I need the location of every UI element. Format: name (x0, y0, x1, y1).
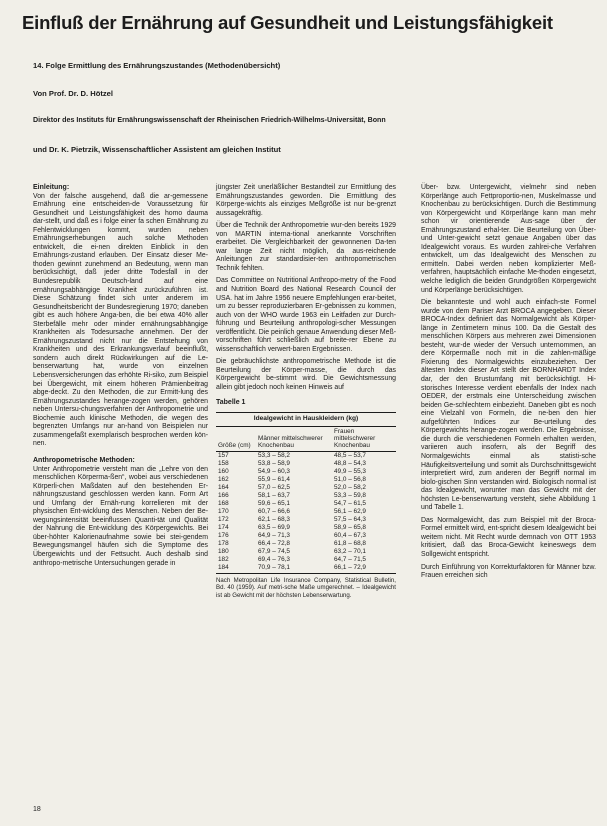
cell-men: 70,9 – 78,1 (256, 564, 332, 574)
cell-size: 158 (218, 460, 229, 468)
cell-women: 58,9 – 65,8 (334, 524, 366, 532)
cell-women: 48,8 – 54,3 (334, 460, 366, 468)
cell-size: 164 (218, 484, 229, 492)
cell-men: 58,1 – 63,7 (258, 492, 290, 500)
data-table (216, 427, 396, 575)
table-row (216, 476, 396, 484)
cell-size: 178 (218, 540, 229, 548)
table-footnote: Nach Metropolitan Life Insurance Company, Statistical Bulletin, Bd. 40 (1959). Auf metri-sche Maße umgerechnet. – Idealgewicht ist ab Gewicht mit der höchsten Lebenserwartung. (216, 577, 396, 599)
paragraph: Von der falsche ausgehend, daß die ar-gemessene Ernährung eine entscheiden-de Voraussetzung für Gesundheit und Leistungsfähigkeit des homo dauma dar-stellt, und daß es i folge einer fa schen Ernährung zu Fehlentwicklungen kommt, wurden neben Ernährungserhebungen auch solche Methoden entwickelt, die ei-nen direkten Einblick in den Ernährungs-zustand erlauben. Der Einsatz dieser Me-thoden gewinnt zunehmend an Bedeutung, wenn man berücksichtigt, daß jeder dritte Todesfall in der Bundesrepublik Deutsch-land auf eine ernährungsabhängige Krankheit zurückzuführen ist. Diese Schätzung findet sich unter anderem im Gesundheitsbericht der Bundesregierung 1970; daneben gibt es auch höhere Anga-ben, die bei etwa 40% aller Sterbefälle mehr oder minder ernährungsabhängige Krankheiten als Todesursache annehmen. Der der Ernährungszustand nicht nur die Entstehung von Krankheiten und des Erkrankungsverlauf beeinflußt, sondern auch direkt Rückwirkungen auf die Le-benserwartung hat, wurde von einzelnen Lebensversicherungen das erhöhte Ri-siko, zum Beispiel bei Übergewicht, mit einem höheren Prämienbeitrag abge-deckt. Zu den Methoden, die zur Ermitt-lung des Ernährungszustandes herange-zogen werden, gehören neben Untersu-chungsverfahren der Anthropometrie und Biochemie auch klinische Methoden, die wegen des begrenzten Umfangs nur an-hand von Beispielen nur zusammengefaßt exemplarisch besprochen werden kön-nen. (33, 192, 208, 448)
cell-men: 69,4 – 76,3 (258, 556, 290, 564)
paragraph: Das Normalgewicht, das zum Beispiel mit der Broca-Formel ermittelt wird, ent-spricht diesem Idealgewicht bei weitem nicht. Mit Recht wurde demnach von OTT 1953 kritisiert, daß das Broca-Gewicht keineswegs dem Sollgewicht entspricht. (421, 516, 596, 558)
cell-men: 54,9 – 60,3 (258, 468, 290, 476)
table-row (216, 468, 396, 476)
cell-men: 55,9 – 61,4 (258, 476, 290, 484)
author-line: Von Prof. Dr. D. Hötzel (33, 89, 114, 98)
section-heading-introduction: Einleitung: (33, 184, 70, 191)
cell-women: 52,0 – 58,2 (334, 484, 366, 492)
cell-women: 48,5 – 53,7 (334, 452, 366, 460)
column-header-women: Frauen mittelschwerer Knochenbau (332, 427, 396, 452)
paragraph: Über- bzw. Untergewicht, vielmehr sind neben Körperlänge auch Fettproportio-nen, Muskelmasse und Knochenbau zu berücksichtigen. Durch die Bestimmung von Körpergewicht und Körperlänge kann man mehr schon vir orientierende Aus-sage über der Ernährungszustand erhal-ter. Die Beurteilung von Über- und Unter-gewicht setzt genaue Angaben über das Idealgewicht voraus. Es wurden zahlrei-che Verfahren entwickelt, um das Idealgewicht des Menschen zu ermitteln. Dabei werden neben komplizierter Meß-verfahren, hauptsächlich einfache Me-thoden eingesetzt, welche lediglich die beiden Grundgrößen Körpergewicht und Körperlänge berücksichtigen. (421, 184, 596, 294)
coauthor-line: und Dr. K. Pietrzik, Wissenschaftlicher Assistent am gleichen Institut (33, 145, 281, 154)
table-row (216, 484, 396, 492)
table-row (216, 564, 396, 574)
column-header-size: Größe (cm) (216, 427, 256, 452)
column-middle (216, 184, 396, 599)
table-row (216, 548, 396, 556)
cell-size: 157 (218, 452, 229, 460)
cell-women: 53,3 – 59,8 (334, 492, 366, 500)
cell-size: 160 (218, 468, 229, 476)
cell-men: 60,7 – 66,6 (258, 508, 290, 516)
cell-size: 168 (218, 500, 229, 508)
column-left (33, 184, 208, 568)
table-row (216, 516, 396, 524)
paragraph: jüngster Zeit unerläßlicher Bestandteil zur Ermittlung des Ernährungszustandes geworden. Die Ermittlung des Körperge-wichts als einziges Meßgröße ist nur be-grenzt aussagekräftig. (216, 184, 396, 217)
table-row (216, 452, 396, 461)
cell-women: 61,8 – 68,8 (334, 540, 366, 548)
table-row (216, 540, 396, 548)
paragraph: Das Committee on Nutritional Anthropo-metry of the Food and Nutrition Board des National Research Council der USA. hat im Jahre 1956 neuere Empfehlungen erar-beitet, um zu besser reproduzierbaren Er-gebnissen zu kommen, auch von der WHO wurde 1963 ein Leitfaden zur Durch-führung und Beurteilung anthropologi-scher Messungen veröffentlicht. Die peinlich genaue Anwendung dieser Meß-vorschriften führt schließlich auf breite-rer Ebene zu wissenschaftlich verwert-baren Ergebnissen. (216, 277, 396, 353)
table-row (216, 500, 396, 508)
table-label: Tabelle 1 (216, 398, 246, 406)
cell-men: 53,3 – 58,2 (258, 452, 290, 460)
table-row (216, 556, 396, 564)
cell-women: 66,1 – 72,9 (332, 564, 396, 574)
page-number: 18 (33, 806, 41, 813)
affiliation-line: Direktor des Instituts für Ernährungswissenschaft der Rheinischen Friedrich-Wilhelms-Universität, Bonn (33, 116, 386, 124)
cell-size: 166 (218, 492, 229, 500)
column-right (421, 184, 596, 581)
table-row (216, 524, 396, 532)
cell-men: 66,4 – 72,8 (258, 540, 290, 548)
cell-women: 63,2 – 70,1 (334, 548, 366, 556)
ideal-weight-table (216, 412, 396, 599)
cell-size: 182 (218, 556, 229, 564)
cell-size: 180 (218, 548, 229, 556)
cell-women: 57,5 – 64,3 (334, 516, 366, 524)
cell-women: 49,9 – 55,3 (334, 468, 366, 476)
section-heading-anthropometry: Anthropometrische Methoden: (33, 456, 135, 464)
table-row (216, 532, 396, 540)
paragraph: Die bekannteste und wohl auch einfach-ste Formel wurde von dem Pariser Arzt BROCA angegeben. Dieser BROCA-Index definiert das Normalgewicht als Körper-länge in Zentimetern minus 100. Da die Gestalt des menschlichen Körpers aus mehreren zwei Dimensionen besteht, wur-de wieder der Versuch unternommen, an dere Körpermaße noch mit in die zahlen-mäßige Fixierung des Normalgewichts einzubeziehen. Der ältesten Index dieser Art stellt der BORNHARDT Index dar, der den Brustumfang mit berücksichtigt. Hi-storisches Interesse verdient ebenfalls der Index nach OEDER, der erstmals eine Unterscheidung zwischen beiden Ge-schlechtern einbezieht. Daneben gibt es noch eine Vielzahl von Formeln, die ne-ben den hier aufgeführten Indices zur Be-urteilung des Körpergewichts herange-zogen werden. Die Ergebnisse, die durch die verschiedenen Formeln erhalten werden, variieren auch insofern, als der Begriff des Normalgewichts einmal als statisti-sche Häufigkeitsverteilung und somit als Durchschnittsgewicht interpretiert wird, zum anderen der Begriff normal im biolo-gischen Sinn verstanden wird. Biologisch normal ist das Idealgewicht, worunter man das Gewicht mit der höchsten Le-benserwartung versteht, siehe Abbildung 1 und Tabelle 1. (421, 299, 596, 512)
series-line: 14. Folge Ermittlung des Ernährungszustandes (Methodenübersicht) (33, 61, 281, 70)
cell-size: 170 (218, 508, 229, 516)
column-header-men: Männer mittelschwerer Knochenbau (256, 427, 332, 452)
paragraph: Die gebräuchlichste anthropometrische Methode ist die Beurteilung der Körper-masse, die durch das Körpergewicht be-stimmt wird. Die Gewichtsmessung allein gibt jedoch noch keinen Hinweis auf (216, 358, 396, 392)
cell-men: 59,6 – 65,1 (258, 500, 290, 508)
cell-size: 162 (218, 476, 229, 484)
cell-women: 64,7 – 71,5 (334, 556, 366, 564)
cell-women: 56,1 – 62,9 (334, 508, 366, 516)
cell-men: 53,8 – 58,9 (258, 460, 290, 468)
cell-men: 67,9 – 74,5 (258, 548, 290, 556)
paragraph: Durch Einführung von Korrekturfaktoren für Männer bzw. Frauen erreichen sich (421, 563, 596, 580)
cell-men: 62,1 – 68,3 (258, 516, 290, 524)
table-row (216, 460, 396, 468)
table-row (216, 492, 396, 500)
cell-women: 60,4 – 67,3 (334, 532, 366, 540)
cell-women: 54,7 – 61,5 (334, 500, 366, 508)
cell-size: 184 (216, 564, 256, 574)
cell-size: 174 (218, 524, 229, 532)
cell-size: 176 (218, 532, 229, 540)
cell-men: 64,9 – 71,3 (258, 532, 290, 540)
cell-men: 63,5 – 69,9 (258, 524, 290, 532)
cell-men: 57,0 – 62,5 (258, 484, 290, 492)
paragraph: Über die Technik der Anthropometrie wur-den bereits 1929 von MARTIN interna-tional anerkannte Vorschriften erarbeitet. Die Vergleichbarkeit der gewonnenen Da-ten war lange Zeit nicht möglich, da aus-reichende Anleitungen zur standardisier-ten anthropometrischen Technik fehlten. (216, 222, 396, 272)
cell-women: 51,0 – 56,8 (334, 476, 366, 484)
table-title: Idealgewicht in Hauskleidern (kg) (216, 412, 396, 427)
cell-size: 172 (218, 516, 229, 524)
table-row (216, 508, 396, 516)
paragraph: Unter Anthropometrie versteht man die „Lehre von den menschlichen Körperma-ßen“, wobei aus verschiedenen Körperli-chen Maßdaten auf den bestehenden Er-nährungszustand geschlossen werden kann. Form Art und Umfang der Ernäh-rung korrelieren mit der physischen Ent-wicklung des Menschen. Neben der Be-wegungsintensität beeinflussen Quanti-tät und Qualität der Nahrung die Ent-wicklung des Körpergewichts. Bei über-höhter Kalorienaufnahme sowie bei stei-gendem Bewegungsmangel häufen sich die Symptome des Übergewichts und der Fettsucht. Auch deshalb sind anthropo-metrische Untersuchungen gerade in (33, 465, 208, 567)
article-title: Einfluß der Ernährung auf Gesundheit und Leistungsfähigkeit (22, 12, 553, 33)
